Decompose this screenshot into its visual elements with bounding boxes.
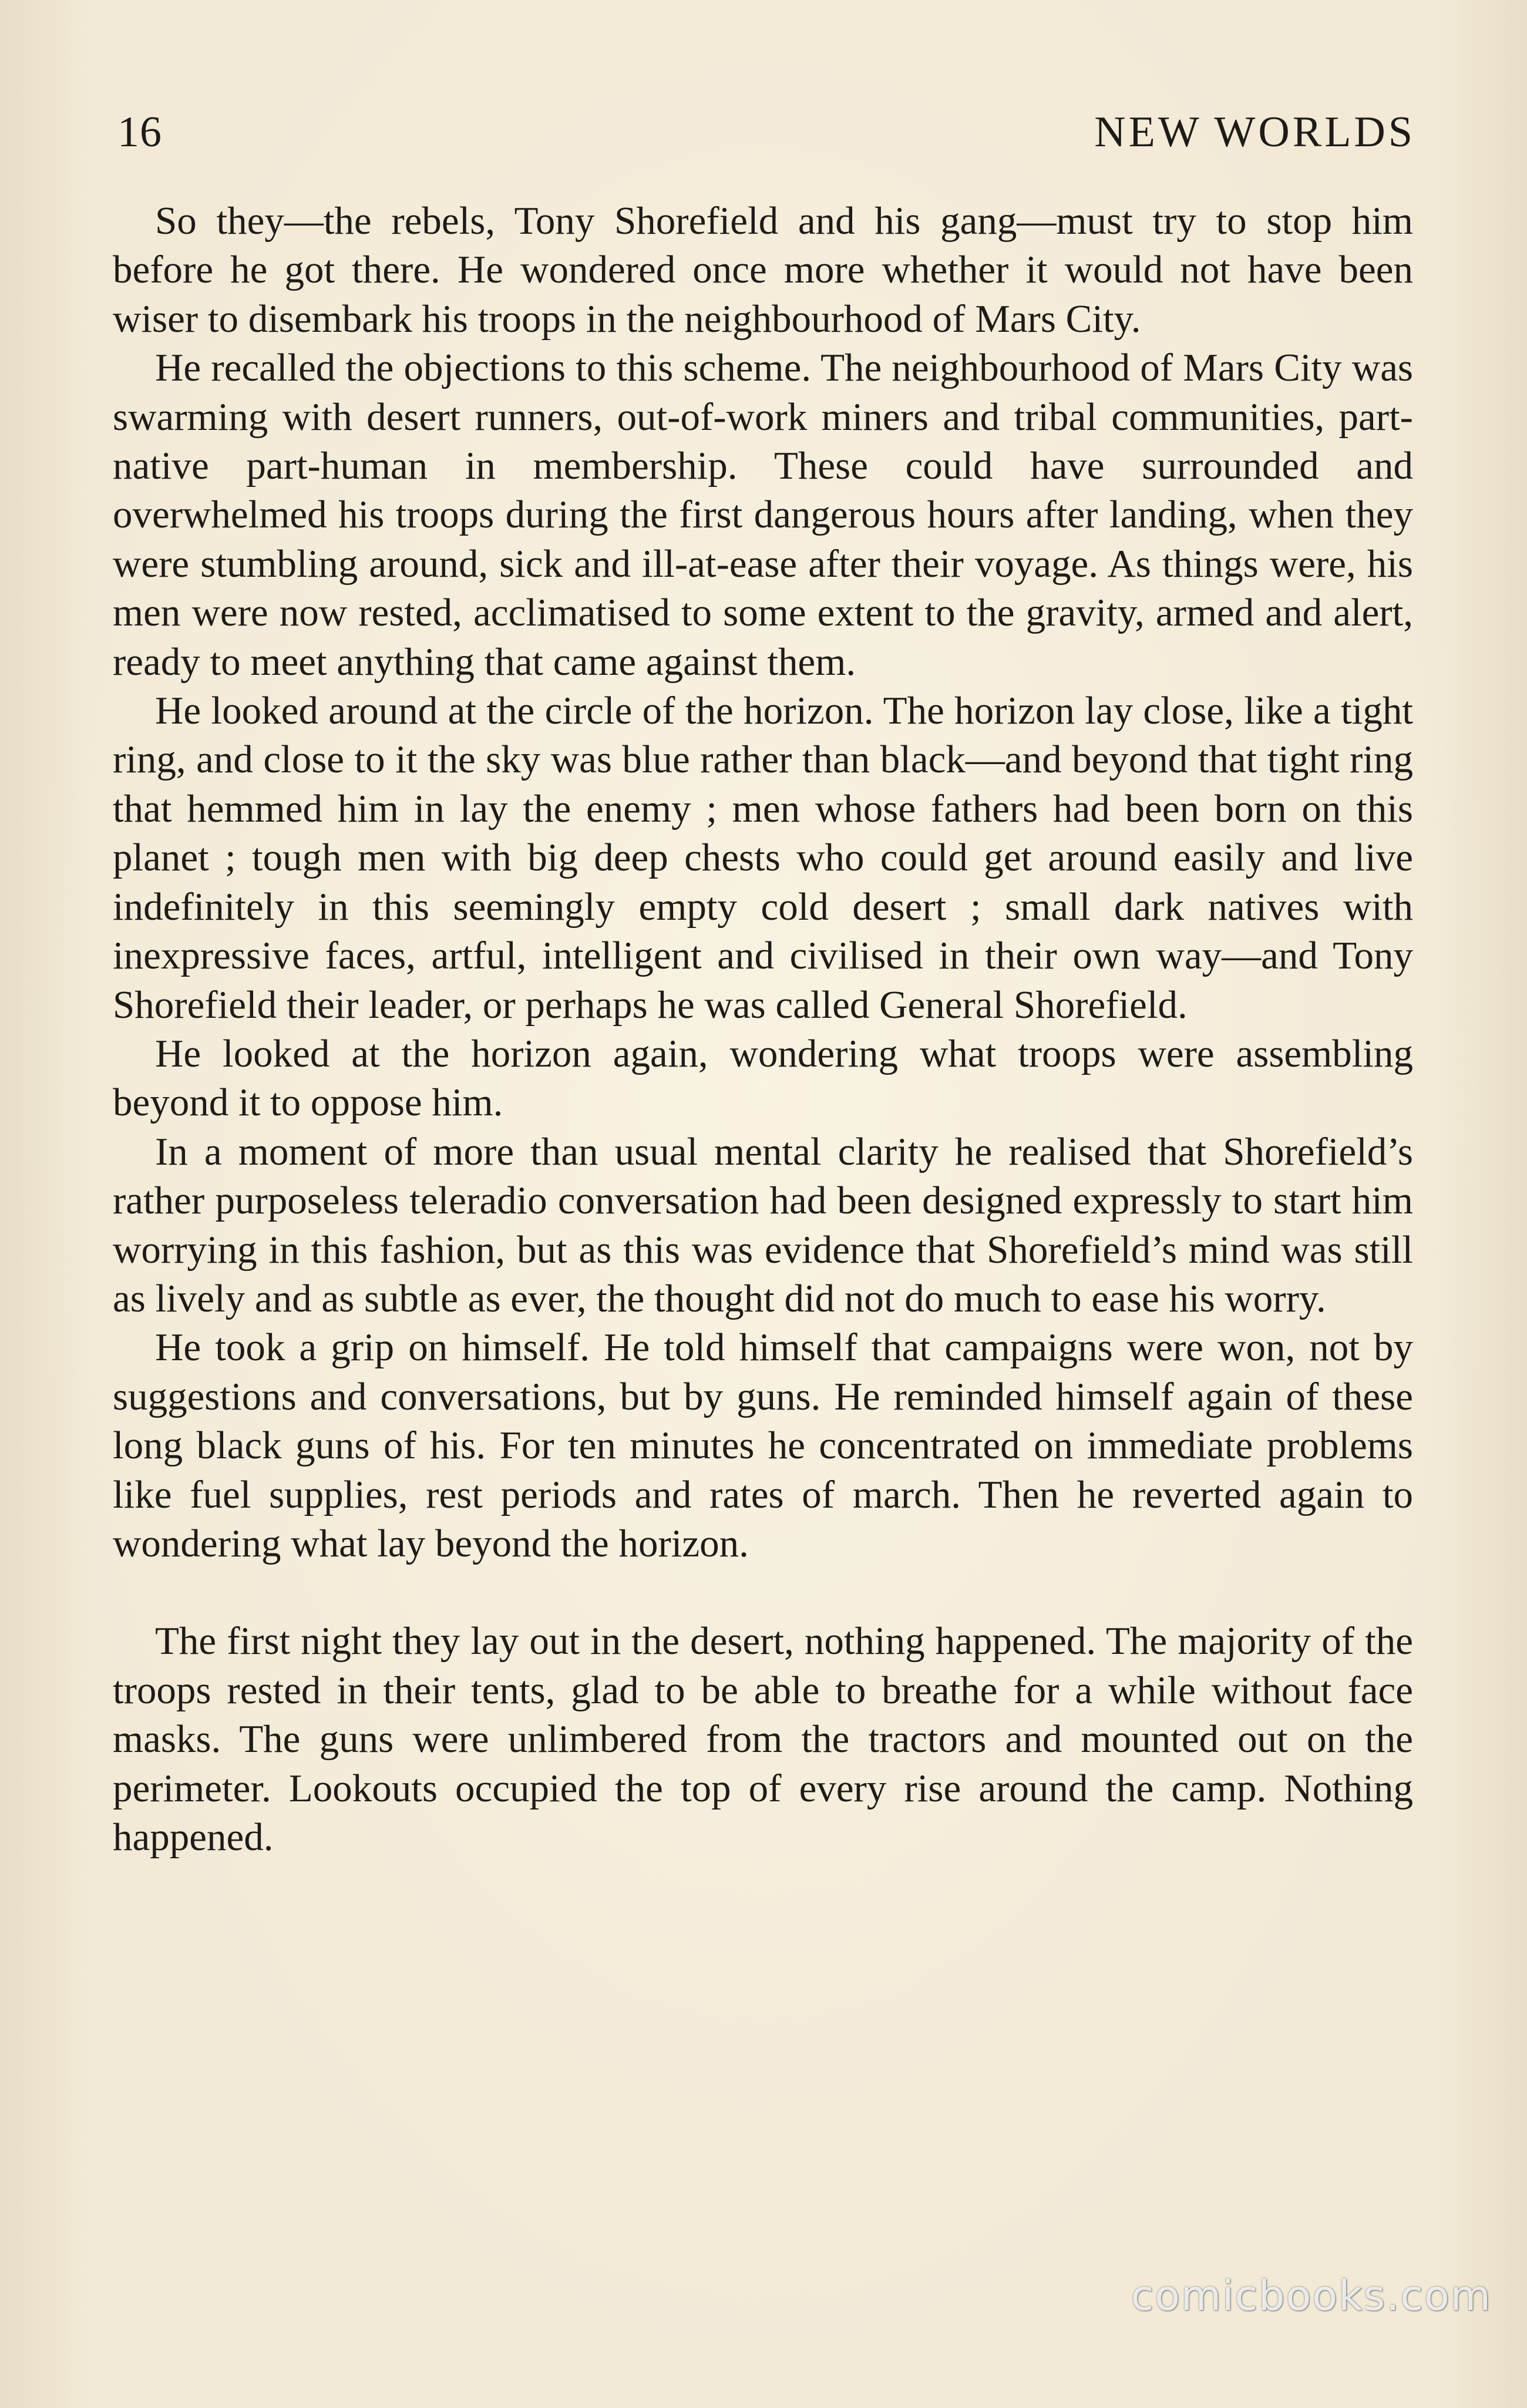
paragraph: So they—the rebels, Tony Shorefield and his gang—must try to stop him before he got there. He wondered once more whether it would not have been wiser to disembark his troops in the neighbourhood of Mars City. — [113, 199, 1413, 341]
watermark: comicbooks.com — [1131, 2272, 1492, 2320]
section-break — [113, 1568, 1413, 1617]
paragraph: He took a grip on himself. He told himself that campaigns were won, not by suggestions and conversations, but by guns. He reminded himself again of these long black guns of his. For ten minutes he concentrated on immediate problems like fuel supplies, rest periods and rates of march. Then he reverted again to wondering what lay beyond the horizon. — [113, 1326, 1413, 1565]
paragraph: The first night they lay out in the desert, nothing happened. The majority of the troops rested in their tents, glad to be able to breathe for a while without face masks. The guns were unlimbered from the tractors and mounted out on the perimeter. Lookouts occupied the top of every rise around the camp. Nothing happened. — [113, 1619, 1413, 1859]
paragraph: He looked at the horizon again, wondering what troops were assembling beyond it to oppose him. — [113, 1031, 1413, 1125]
paragraph: In a moment of more than usual mental clarity he realised that Shorefield’s rather purposeless teleradio conversation had been designed expressly to start him worrying in this fashion, but as this was evidence that Shorefield’s mind was still as lively and as subtle as ever, the thought did not do much to ease his worry. — [113, 1129, 1413, 1320]
paragraph: He recalled the objections to this scheme. The neighbourhood of Mars City was swarming with desert runners, out-of-work miners and tribal communities, part-native part-human in membership. These could have surrounded and overwhelmed his troops during the first dangerous hours after landing, when they were stumbling around, sick and ill-at-ease after their voyage. As things were, his men were now rested, acclimatised to some extent to the gravity, armed and alert, ready to meet anything that came against them. — [113, 346, 1413, 684]
page-number: 16 — [117, 108, 162, 156]
running-head — [117, 100, 1415, 164]
paragraph: He looked around at the circle of the horizon. The horizon lay close, like a tight ring, and close to it the sky was blue rather than black—and beyond that tight ring that hemmed him in lay the enemy ; men whose fathers had been born on this planet ; tough men with big deep chests who could get around easily and live indefinitely in this seemingly empty cold desert ; small dark natives with inexpressive faces, artful, intelligent and civilised in their own way—and Tony Shorefield their leader, or perhaps he was called General Shorefield. — [113, 689, 1413, 1027]
story-text — [113, 197, 1413, 1862]
journal-title: NEW WORLDS — [1094, 108, 1415, 156]
